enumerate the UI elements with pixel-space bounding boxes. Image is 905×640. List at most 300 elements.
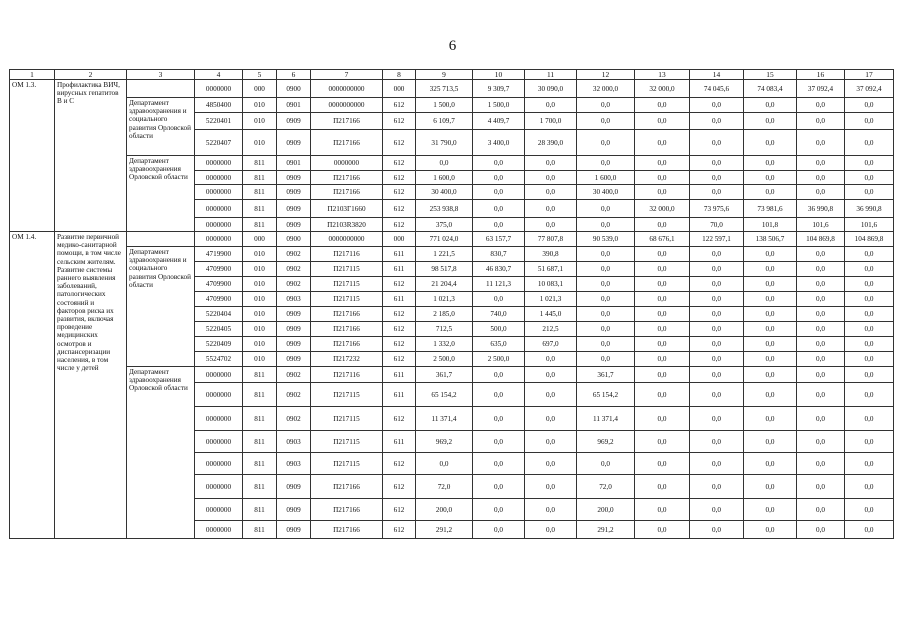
table-cell: 0,0: [635, 475, 690, 499]
table-cell: 0,0: [744, 431, 797, 453]
table-cell: 811: [243, 185, 277, 200]
table-cell: 1 445,0: [525, 307, 577, 322]
table-cell: П217166: [311, 322, 383, 337]
column-header: 13: [635, 70, 690, 80]
table-cell: 5220409: [195, 337, 243, 352]
table-cell: 101,6: [797, 218, 845, 232]
table-cell: 611: [383, 262, 416, 277]
table-cell: 0,0: [473, 185, 525, 200]
responsible-department: Департамент здравоохранения и социального развития Орловской области: [127, 98, 195, 156]
table-cell: 0902: [277, 277, 311, 292]
table-cell: 1 600,0: [577, 171, 635, 185]
table-cell: 0,0: [744, 292, 797, 307]
table-cell: 0,0: [845, 171, 894, 185]
table-cell: 0,0: [473, 367, 525, 383]
table-cell: 612: [383, 98, 416, 113]
table-cell: 74 083,4: [744, 80, 797, 98]
table-cell: 0,0: [845, 475, 894, 499]
table-cell: 0909: [277, 352, 311, 367]
table-cell: 0,0: [690, 292, 744, 307]
table-cell: 0000000: [195, 171, 243, 185]
table-cell: 0,0: [797, 521, 845, 539]
table-cell: 0909: [277, 218, 311, 232]
table-cell: 0000000: [195, 367, 243, 383]
table-cell: 0,0: [690, 431, 744, 453]
table-cell: 0,0: [635, 113, 690, 130]
table-cell: 6 109,7: [416, 113, 473, 130]
column-header: 11: [525, 70, 577, 80]
table-cell: 4719900: [195, 247, 243, 262]
table-cell: П217232: [311, 352, 383, 367]
table-cell: 000: [383, 80, 416, 98]
table-cell: 253 938,8: [416, 200, 473, 218]
table-cell: 0,0: [845, 292, 894, 307]
table-cell: 0,0: [744, 407, 797, 431]
table-cell: 612: [383, 475, 416, 499]
table-cell: 010: [243, 292, 277, 307]
table-cell: 0000000: [195, 185, 243, 200]
table-cell: 0,0: [845, 322, 894, 337]
measure-name: Профилактика ВИЧ, вирусных гепатитов В и С: [55, 80, 127, 232]
table-cell: 811: [243, 453, 277, 475]
table-cell: 0,0: [744, 499, 797, 521]
table-cell: 0,0: [635, 130, 690, 156]
table-cell: 771 024,0: [416, 232, 473, 247]
table-cell: 0,0: [525, 156, 577, 171]
table-cell: 010: [243, 322, 277, 337]
table-cell: 0,0: [744, 307, 797, 322]
table-cell: 200,0: [577, 499, 635, 521]
table-cell: 0000000: [195, 80, 243, 98]
column-header: 17: [845, 70, 894, 80]
table-cell: 0000000: [195, 453, 243, 475]
table-cell: 375,0: [416, 218, 473, 232]
table-cell: 0902: [277, 247, 311, 262]
table-cell: 0,0: [690, 262, 744, 277]
table-cell: 101,8: [744, 218, 797, 232]
table-row: [10, 367, 894, 383]
table-cell: 0,0: [744, 322, 797, 337]
table-cell: 0,0: [690, 475, 744, 499]
table-cell: 0000000: [195, 200, 243, 218]
table-cell: 46 830,7: [473, 262, 525, 277]
measure-name: Развитие первичной медико-санитарной помощи, в том числе сельским жителям. Развитие системы раннего выявления заболеваний, патологических состояний и факторов риска их развития, включая проведение медицинских осмотров и диспансеризации населения, в том числе у детей: [55, 232, 127, 539]
table-cell: 65 154,2: [577, 383, 635, 407]
table-cell: 0,0: [744, 130, 797, 156]
column-header: 15: [744, 70, 797, 80]
responsible-department: Департамент здравоохранения Орловской области: [127, 156, 195, 232]
table-cell: 1 221,5: [416, 247, 473, 262]
table-cell: 90 539,0: [577, 232, 635, 247]
table-cell: 811: [243, 499, 277, 521]
table-cell: 104 869,8: [845, 232, 894, 247]
table-cell: 0000000000: [311, 80, 383, 98]
table-cell: 0,0: [635, 156, 690, 171]
table-cell: 98 517,8: [416, 262, 473, 277]
column-header: 9: [416, 70, 473, 80]
responsible-department: Департамент здравоохранения Орловской области: [127, 367, 195, 539]
table-cell: 4709900: [195, 292, 243, 307]
measure-code: ОМ 1.4.: [10, 232, 55, 539]
table-cell: 0000000: [195, 521, 243, 539]
table-cell: 0,0: [690, 130, 744, 156]
table-cell: 0,0: [525, 499, 577, 521]
table-cell: 0,0: [744, 352, 797, 367]
table-cell: 0,0: [525, 185, 577, 200]
table-cell: 010: [243, 277, 277, 292]
table-cell: 0,0: [635, 322, 690, 337]
table-cell: П217166: [311, 185, 383, 200]
column-header: 12: [577, 70, 635, 80]
column-header: 3: [127, 70, 195, 80]
column-header: 16: [797, 70, 845, 80]
table-cell: 0,0: [845, 185, 894, 200]
table-cell: 63 157,7: [473, 232, 525, 247]
table-cell: П217115: [311, 262, 383, 277]
table-cell: 2 500,0: [473, 352, 525, 367]
table-cell: 0000000: [195, 218, 243, 232]
column-header: 8: [383, 70, 416, 80]
table-cell: 612: [383, 337, 416, 352]
table-cell: 0909: [277, 521, 311, 539]
table-cell: 200,0: [416, 499, 473, 521]
table-cell: 811: [243, 171, 277, 185]
table-cell: 0,0: [690, 383, 744, 407]
table-cell: 0000000000: [311, 98, 383, 113]
table-cell: 811: [243, 383, 277, 407]
table-cell: 4850400: [195, 98, 243, 113]
table-cell: 0,0: [797, 292, 845, 307]
table-cell: 0,0: [635, 431, 690, 453]
table-cell: 612: [383, 130, 416, 156]
table-cell: 0,0: [797, 185, 845, 200]
table-cell: 4709900: [195, 262, 243, 277]
table-cell: 3 400,0: [473, 130, 525, 156]
table-cell: 30 400,0: [577, 185, 635, 200]
table-cell: 0,0: [690, 98, 744, 113]
table-cell: 0,0: [635, 407, 690, 431]
table-cell: 0,0: [635, 262, 690, 277]
table-cell: 0,0: [690, 337, 744, 352]
table-cell: 0,0: [577, 218, 635, 232]
table-cell: 0,0: [797, 337, 845, 352]
table-cell: 0,0: [845, 499, 894, 521]
table-cell: 68 676,1: [635, 232, 690, 247]
table-cell: 0,0: [690, 185, 744, 200]
table-cell: П2103Г1660: [311, 200, 383, 218]
table-cell: 9 309,7: [473, 80, 525, 98]
column-header: 10: [473, 70, 525, 80]
column-header: 4: [195, 70, 243, 80]
table-cell: П217115: [311, 277, 383, 292]
table-cell: 0,0: [845, 98, 894, 113]
table-cell: 0901: [277, 156, 311, 171]
table-cell: 0,0: [525, 171, 577, 185]
table-cell: 811: [243, 156, 277, 171]
table-cell: 36 990,8: [797, 200, 845, 218]
table-cell: П217115: [311, 407, 383, 431]
table-cell: 000: [243, 232, 277, 247]
table-cell: 0900: [277, 232, 311, 247]
table-cell: 0,0: [473, 156, 525, 171]
table-cell: 0,0: [797, 407, 845, 431]
table-row: [10, 156, 894, 171]
table-row: [10, 80, 894, 98]
table-cell: 101,6: [845, 218, 894, 232]
table-cell: 28 390,0: [525, 130, 577, 156]
table-cell: 0,0: [635, 352, 690, 367]
column-header: 7: [311, 70, 383, 80]
table-cell: 36 990,8: [845, 200, 894, 218]
page-number: 6: [448, 38, 457, 54]
table-cell: 0,0: [797, 156, 845, 171]
table-cell: 1 700,0: [525, 113, 577, 130]
table-cell: 0,0: [473, 383, 525, 407]
table-cell: 0,0: [525, 98, 577, 113]
table-cell: 612: [383, 307, 416, 322]
table-cell: 0,0: [635, 367, 690, 383]
table-cell: 0,0: [525, 200, 577, 218]
table-cell: 0,0: [525, 367, 577, 383]
table-cell: 0903: [277, 453, 311, 475]
table-cell: 0,0: [577, 292, 635, 307]
table-cell: 0000000: [195, 431, 243, 453]
column-header: 5: [243, 70, 277, 80]
table-cell: 0,0: [845, 337, 894, 352]
table-cell: 010: [243, 98, 277, 113]
table-cell: 2 500,0: [416, 352, 473, 367]
table-cell: 0,0: [635, 218, 690, 232]
table-cell: 0909: [277, 499, 311, 521]
table-cell: 0,0: [577, 156, 635, 171]
table-cell: 010: [243, 247, 277, 262]
table-cell: 0,0: [744, 185, 797, 200]
table-cell: 0,0: [797, 247, 845, 262]
table-cell: 0,0: [845, 247, 894, 262]
table-cell: 969,2: [577, 431, 635, 453]
table-cell: 0901: [277, 98, 311, 113]
table-cell: 325 713,5: [416, 80, 473, 98]
table-cell: 0902: [277, 383, 311, 407]
table-cell: 0,0: [473, 171, 525, 185]
table-cell: 37 092,4: [845, 80, 894, 98]
table-cell: 0909: [277, 171, 311, 185]
table-cell: 830,7: [473, 247, 525, 262]
table-cell: 0,0: [744, 98, 797, 113]
table-cell: 72,0: [577, 475, 635, 499]
table-cell: 1 021,3: [525, 292, 577, 307]
table-cell: 0,0: [797, 499, 845, 521]
table-cell: 0,0: [744, 247, 797, 262]
table-cell: 0,0: [525, 453, 577, 475]
table-cell: 0,0: [473, 453, 525, 475]
table-cell: 0903: [277, 431, 311, 453]
table-cell: 010: [243, 262, 277, 277]
table-cell: 0,0: [797, 367, 845, 383]
table-cell: 31 790,0: [416, 130, 473, 156]
table-cell: 0,0: [744, 262, 797, 277]
table-cell: П217166: [311, 337, 383, 352]
column-header: 14: [690, 70, 744, 80]
table-cell: 612: [383, 200, 416, 218]
table-cell: 0,0: [473, 431, 525, 453]
table-row: [10, 247, 894, 262]
table-cell: 612: [383, 218, 416, 232]
table-cell: 0909: [277, 185, 311, 200]
table-cell: 611: [383, 383, 416, 407]
table-cell: 0,0: [797, 130, 845, 156]
table-cell: 010: [243, 337, 277, 352]
table-cell: 0902: [277, 367, 311, 383]
table-cell: 0,0: [525, 218, 577, 232]
table-cell: П217166: [311, 521, 383, 539]
table-cell: 72,0: [416, 475, 473, 499]
table-cell: П2103R3820: [311, 218, 383, 232]
table-cell: 740,0: [473, 307, 525, 322]
table-cell: 0,0: [744, 171, 797, 185]
table-cell: 0,0: [416, 453, 473, 475]
budget-table: [9, 69, 894, 539]
column-header: 6: [277, 70, 311, 80]
table-cell: 0,0: [635, 453, 690, 475]
table-cell: П217116: [311, 247, 383, 262]
table-cell: 0,0: [690, 322, 744, 337]
table-cell: 212,5: [525, 322, 577, 337]
table-cell: 0,0: [577, 113, 635, 130]
table-cell: 73 981,6: [744, 200, 797, 218]
table-cell: 0,0: [525, 521, 577, 539]
table-cell: 0,0: [635, 521, 690, 539]
table-cell: 11 371,4: [577, 407, 635, 431]
table-cell: П217115: [311, 431, 383, 453]
table-cell: 0,0: [744, 383, 797, 407]
table-cell: 1 600,0: [416, 171, 473, 185]
table-cell: 0,0: [577, 200, 635, 218]
table-cell: 0,0: [577, 277, 635, 292]
table-cell: 0,0: [525, 431, 577, 453]
table-cell: 0,0: [797, 113, 845, 130]
table-cell: 11 121,3: [473, 277, 525, 292]
table-cell: 1 021,3: [416, 292, 473, 307]
table-cell: 0,0: [577, 307, 635, 322]
table-cell: 0909: [277, 113, 311, 130]
table-cell: 811: [243, 367, 277, 383]
column-header: 1: [10, 70, 55, 80]
table-cell: 0,0: [797, 453, 845, 475]
table-cell: 697,0: [525, 337, 577, 352]
responsible-department: [127, 80, 195, 98]
table-cell: 0,0: [577, 453, 635, 475]
table-cell: 611: [383, 292, 416, 307]
table-cell: 0,0: [635, 292, 690, 307]
table-cell: 811: [243, 521, 277, 539]
table-cell: П217166: [311, 171, 383, 185]
table-cell: 612: [383, 453, 416, 475]
column-header: 2: [55, 70, 127, 80]
table-cell: 138 506,7: [744, 232, 797, 247]
table-cell: 811: [243, 431, 277, 453]
table-cell: 4709900: [195, 277, 243, 292]
table-cell: 0,0: [690, 277, 744, 292]
table-cell: 612: [383, 171, 416, 185]
table-cell: 51 687,1: [525, 262, 577, 277]
table-cell: 0,0: [797, 98, 845, 113]
table-cell: 65 154,2: [416, 383, 473, 407]
table-cell: 0909: [277, 475, 311, 499]
table-cell: 5220404: [195, 307, 243, 322]
responsible-department: Департамент здравоохранения и социального развития Орловской области: [127, 247, 195, 367]
table-cell: 611: [383, 367, 416, 383]
table-cell: 0,0: [744, 475, 797, 499]
table-cell: 612: [383, 322, 416, 337]
table-cell: 611: [383, 431, 416, 453]
table-cell: 0,0: [635, 277, 690, 292]
table-cell: 122 597,1: [690, 232, 744, 247]
table-cell: 0,0: [690, 171, 744, 185]
table-cell: 0,0: [577, 337, 635, 352]
table-cell: 11 371,4: [416, 407, 473, 431]
table-cell: 0900: [277, 80, 311, 98]
table-cell: 0,0: [416, 156, 473, 171]
table-cell: 0000000000: [311, 232, 383, 247]
table-cell: 0,0: [690, 499, 744, 521]
table-cell: П217115: [311, 453, 383, 475]
table-cell: 0,0: [845, 453, 894, 475]
table-cell: 0,0: [744, 337, 797, 352]
table-cell: П217166: [311, 130, 383, 156]
table-cell: 969,2: [416, 431, 473, 453]
table-cell: 0,0: [635, 307, 690, 322]
table-cell: 291,2: [416, 521, 473, 539]
table-cell: 0,0: [525, 407, 577, 431]
table-cell: 811: [243, 475, 277, 499]
table-cell: 21 204,4: [416, 277, 473, 292]
table-cell: 811: [243, 218, 277, 232]
measure-code: ОМ 1.3.: [10, 80, 55, 232]
table-cell: 32 000,0: [635, 80, 690, 98]
table-cell: 5220401: [195, 113, 243, 130]
table-cell: 0,0: [577, 322, 635, 337]
table-cell: 1 500,0: [416, 98, 473, 113]
table-cell: 70,0: [690, 218, 744, 232]
table-cell: 0,0: [845, 521, 894, 539]
table-cell: 0,0: [473, 499, 525, 521]
table-cell: 0,0: [845, 367, 894, 383]
table-cell: 0,0: [577, 247, 635, 262]
table-cell: 0,0: [525, 383, 577, 407]
table-cell: 0,0: [690, 307, 744, 322]
table-cell: 0,0: [797, 307, 845, 322]
table-cell: 0000000: [195, 232, 243, 247]
table-cell: 0,0: [744, 453, 797, 475]
table-cell: 77 807,8: [525, 232, 577, 247]
table-cell: 0,0: [845, 156, 894, 171]
table-cell: 32 000,0: [577, 80, 635, 98]
table-cell: 010: [243, 113, 277, 130]
table-cell: 0,0: [744, 367, 797, 383]
table-cell: 0909: [277, 322, 311, 337]
responsible-department: [127, 232, 195, 247]
table-cell: 0,0: [797, 277, 845, 292]
table-cell: 0000000: [195, 499, 243, 521]
table-cell: 000: [383, 232, 416, 247]
table-cell: 5220407: [195, 130, 243, 156]
table-cell: 0,0: [635, 98, 690, 113]
table-cell: 0909: [277, 200, 311, 218]
table-cell: 0000000: [195, 156, 243, 171]
table-cell: 0,0: [635, 185, 690, 200]
table-cell: 0,0: [525, 475, 577, 499]
